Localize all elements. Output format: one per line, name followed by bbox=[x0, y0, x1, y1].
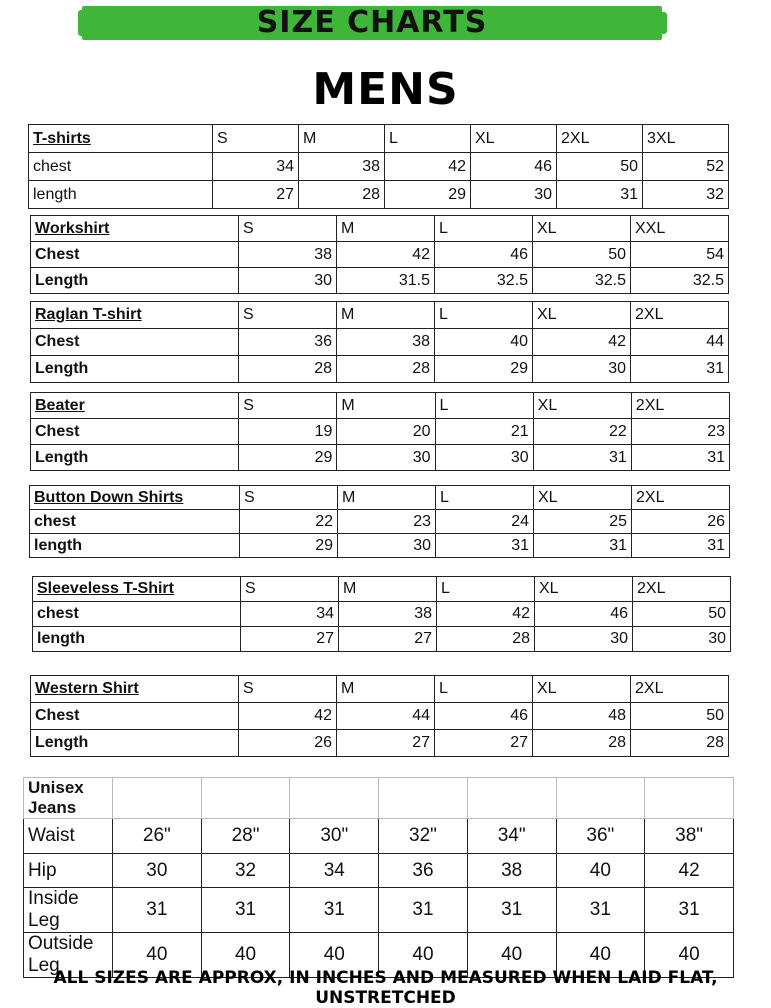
measurement-value: 46 bbox=[471, 153, 557, 181]
size-label: 2XL bbox=[557, 125, 643, 153]
table-header-row bbox=[29, 125, 729, 153]
measurement-value: 31.5 bbox=[337, 268, 435, 294]
measurement-value: 27 bbox=[213, 181, 299, 209]
table-row bbox=[29, 181, 729, 209]
jeans-value: 40 bbox=[556, 854, 645, 888]
measurement-value: 42 bbox=[337, 242, 435, 268]
size-label: XXL bbox=[631, 216, 729, 242]
jeans-value: 40 bbox=[645, 933, 734, 978]
measurement-value: 31 bbox=[533, 445, 631, 471]
measurement-value: 26 bbox=[632, 510, 730, 534]
measurement-value: 31 bbox=[557, 181, 643, 209]
measurement-value: 50 bbox=[557, 153, 643, 181]
size-label: M bbox=[337, 302, 435, 329]
jeans-value: 40 bbox=[556, 933, 645, 978]
table-title: Workshirt bbox=[31, 216, 239, 242]
size-label: L bbox=[435, 393, 533, 419]
size-label: S bbox=[213, 125, 299, 153]
measurement-value: 38 bbox=[239, 242, 337, 268]
size-label: 2XL bbox=[631, 393, 729, 419]
size-label: S bbox=[241, 577, 339, 602]
jeans-value: 40 bbox=[113, 933, 202, 978]
size-table-beater bbox=[30, 392, 730, 471]
measurement-label: length bbox=[33, 627, 241, 652]
measurement-value: 46 bbox=[435, 242, 533, 268]
size-label: L bbox=[385, 125, 471, 153]
measurement-value: 28 bbox=[631, 730, 729, 757]
measurement-value: 50 bbox=[631, 703, 729, 730]
table-header-row bbox=[31, 393, 730, 419]
measurement-value: 27 bbox=[435, 730, 533, 757]
measurement-value: 42 bbox=[437, 602, 535, 627]
measurement-value: 42 bbox=[239, 703, 337, 730]
table-title: Beater bbox=[31, 393, 239, 419]
size-label: M bbox=[339, 577, 437, 602]
measurement-value: 30 bbox=[633, 627, 731, 652]
size-label: S bbox=[239, 676, 337, 703]
measurement-value: 50 bbox=[533, 242, 631, 268]
jeans-value: 34" bbox=[467, 819, 556, 854]
size-label: M bbox=[338, 486, 436, 510]
measurement-label: length bbox=[30, 534, 240, 558]
section-heading-mens: MENS bbox=[312, 64, 459, 115]
jeans-value: 31 bbox=[290, 888, 379, 933]
measurement-value: 34 bbox=[213, 153, 299, 181]
measurement-value: 22 bbox=[533, 419, 631, 445]
measurement-value: 32.5 bbox=[435, 268, 533, 294]
measurement-value: 30 bbox=[535, 627, 633, 652]
size-label: XL bbox=[533, 393, 631, 419]
measurement-value: 32 bbox=[643, 181, 729, 209]
table-header-row bbox=[30, 486, 730, 510]
size-label: 2XL bbox=[631, 302, 729, 329]
jeans-value: 30" bbox=[290, 819, 379, 854]
table-row bbox=[30, 534, 730, 558]
jeans-title: Unisex Jeans bbox=[24, 778, 113, 819]
size-label: XL bbox=[533, 676, 631, 703]
measurement-value: 19 bbox=[239, 419, 337, 445]
jeans-value: 31 bbox=[113, 888, 202, 933]
measurement-value: 23 bbox=[631, 419, 729, 445]
measurement-value: 22 bbox=[240, 510, 338, 534]
size-label: 2XL bbox=[631, 676, 729, 703]
measurement-value: 40 bbox=[435, 329, 533, 356]
measurement-label: length bbox=[29, 181, 213, 209]
measurement-label: chest bbox=[30, 510, 240, 534]
jeans-value: 32" bbox=[379, 819, 468, 854]
size-label: XL bbox=[533, 302, 631, 329]
measurement-value: 46 bbox=[435, 703, 533, 730]
jeans-row bbox=[24, 888, 734, 933]
size-label: M bbox=[337, 393, 435, 419]
jeans-value: 40 bbox=[201, 933, 290, 978]
size-label: L bbox=[436, 486, 534, 510]
jeans-value: 31 bbox=[645, 888, 734, 933]
measurement-label: chest bbox=[29, 153, 213, 181]
jeans-value: 40 bbox=[290, 933, 379, 978]
jeans-value: 31 bbox=[556, 888, 645, 933]
measurement-value: 28 bbox=[299, 181, 385, 209]
jeans-value: 38 bbox=[467, 854, 556, 888]
measurement-value: 36 bbox=[239, 329, 337, 356]
measurement-value: 28 bbox=[239, 356, 337, 383]
unisex-jeans-table bbox=[23, 777, 734, 978]
size-label: 3XL bbox=[643, 125, 729, 153]
jeans-value: 30 bbox=[113, 854, 202, 888]
jeans-measurement-label: Inside Leg bbox=[24, 888, 113, 933]
measurement-value: 29 bbox=[385, 181, 471, 209]
table-row bbox=[31, 242, 729, 268]
measurement-value: 29 bbox=[240, 534, 338, 558]
size-label: L bbox=[435, 302, 533, 329]
size-label: S bbox=[240, 486, 338, 510]
measurement-value: 21 bbox=[435, 419, 533, 445]
size-label: 2XL bbox=[632, 486, 730, 510]
table-header-row bbox=[31, 676, 729, 703]
measurement-value: 38 bbox=[337, 329, 435, 356]
jeans-value: 40 bbox=[379, 933, 468, 978]
table-row bbox=[31, 419, 730, 445]
size-label: M bbox=[337, 216, 435, 242]
measurement-value: 27 bbox=[241, 627, 339, 652]
jeans-value: 38" bbox=[645, 819, 734, 854]
table-header-row bbox=[31, 302, 729, 329]
jeans-measurement-label: Outside Leg bbox=[24, 933, 113, 978]
measurement-value: 28 bbox=[437, 627, 535, 652]
measurement-label: Length bbox=[31, 356, 239, 383]
measurement-label: Chest bbox=[31, 419, 239, 445]
size-label: S bbox=[239, 302, 337, 329]
jeans-value: 42 bbox=[645, 854, 734, 888]
table-header-row bbox=[31, 216, 729, 242]
table-header-row bbox=[33, 577, 731, 602]
size-label: XL bbox=[471, 125, 557, 153]
size-label: XL bbox=[535, 577, 633, 602]
size-label: L bbox=[435, 676, 533, 703]
table-title: Raglan T-shirt bbox=[31, 302, 239, 329]
measurement-value: 30 bbox=[533, 356, 631, 383]
size-label: S bbox=[239, 393, 337, 419]
measurement-value: 20 bbox=[337, 419, 435, 445]
measurement-label: Chest bbox=[31, 329, 239, 356]
measurement-value: 44 bbox=[631, 329, 729, 356]
measurement-value: 23 bbox=[338, 510, 436, 534]
size-label: S bbox=[239, 216, 337, 242]
jeans-value: 31 bbox=[467, 888, 556, 933]
measurement-value: 29 bbox=[435, 356, 533, 383]
measurement-value: 30 bbox=[337, 445, 435, 471]
table-row bbox=[31, 329, 729, 356]
measurement-label: Length bbox=[31, 268, 239, 294]
measurement-value: 54 bbox=[631, 242, 729, 268]
size-table-button-down-shirts bbox=[29, 485, 730, 558]
table-title: T-shirts bbox=[29, 125, 213, 153]
measurement-value: 38 bbox=[299, 153, 385, 181]
measurement-value: 48 bbox=[533, 703, 631, 730]
jeans-value: 34 bbox=[290, 854, 379, 888]
table-row bbox=[31, 356, 729, 383]
jeans-measurement-label: Hip bbox=[24, 854, 113, 888]
measurement-label: Length bbox=[31, 730, 239, 757]
measurement-value: 31 bbox=[534, 534, 632, 558]
size-label: L bbox=[435, 216, 533, 242]
measurement-label: chest bbox=[33, 602, 241, 627]
measurement-value: 30 bbox=[471, 181, 557, 209]
size-label: XL bbox=[534, 486, 632, 510]
jeans-row bbox=[24, 819, 734, 854]
size-label: 2XL bbox=[633, 577, 731, 602]
measurement-value: 31 bbox=[632, 534, 730, 558]
size-table-workshirt bbox=[30, 215, 729, 294]
banner-title: SIZE CHARTS bbox=[256, 5, 488, 40]
measurement-value: 27 bbox=[339, 627, 437, 652]
measurement-value: 32.5 bbox=[631, 268, 729, 294]
measurement-value: 26 bbox=[239, 730, 337, 757]
measurement-value: 30 bbox=[338, 534, 436, 558]
measurement-value: 46 bbox=[535, 602, 633, 627]
measurement-label: Chest bbox=[31, 242, 239, 268]
table-row bbox=[31, 730, 729, 757]
table-row bbox=[33, 602, 731, 627]
measurement-value: 29 bbox=[239, 445, 337, 471]
measurement-label: Length bbox=[31, 445, 239, 471]
disclaimer: ALL SIZES ARE APPROX, IN INCHES AND MEASURED WHEN LAID FLAT, UNSTRETCHED bbox=[53, 968, 718, 1008]
jeans-value: 26" bbox=[113, 819, 202, 854]
table-row bbox=[30, 510, 730, 534]
measurement-value: 50 bbox=[633, 602, 731, 627]
table-title: Sleeveless T-Shirt bbox=[33, 577, 241, 602]
measurement-label: Chest bbox=[31, 703, 239, 730]
jeans-value: 36 bbox=[379, 854, 468, 888]
measurement-value: 30 bbox=[435, 445, 533, 471]
table-row bbox=[31, 268, 729, 294]
measurement-value: 30 bbox=[239, 268, 337, 294]
measurement-value: 42 bbox=[385, 153, 471, 181]
size-charts-banner bbox=[82, 6, 662, 40]
size-table-raglan-t-shirt bbox=[30, 301, 729, 383]
table-row bbox=[31, 703, 729, 730]
table-row bbox=[29, 153, 729, 181]
table-row bbox=[31, 445, 730, 471]
jeans-header-row bbox=[24, 778, 734, 819]
jeans-value: 31 bbox=[379, 888, 468, 933]
measurement-value: 52 bbox=[643, 153, 729, 181]
measurement-value: 28 bbox=[337, 356, 435, 383]
measurement-value: 28 bbox=[533, 730, 631, 757]
jeans-row bbox=[24, 854, 734, 888]
table-title: Western Shirt bbox=[31, 676, 239, 703]
measurement-value: 31 bbox=[436, 534, 534, 558]
measurement-value: 31 bbox=[631, 445, 729, 471]
table-title: Button Down Shirts bbox=[30, 486, 240, 510]
jeans-value: 36" bbox=[556, 819, 645, 854]
measurement-value: 34 bbox=[241, 602, 339, 627]
measurement-value: 32.5 bbox=[533, 268, 631, 294]
measurement-value: 25 bbox=[534, 510, 632, 534]
size-table-sleeveless-t-shirt bbox=[32, 576, 731, 652]
jeans-value: 40 bbox=[467, 933, 556, 978]
table-row bbox=[33, 627, 731, 652]
size-table-western-shirt bbox=[30, 675, 729, 757]
measurement-value: 38 bbox=[339, 602, 437, 627]
size-table-t-shirts bbox=[28, 124, 729, 209]
jeans-value: 32 bbox=[201, 854, 290, 888]
jeans-measurement-label: Waist bbox=[24, 819, 113, 854]
jeans-value: 31 bbox=[201, 888, 290, 933]
measurement-value: 31 bbox=[631, 356, 729, 383]
measurement-value: 42 bbox=[533, 329, 631, 356]
size-label: XL bbox=[533, 216, 631, 242]
size-label: M bbox=[337, 676, 435, 703]
measurement-value: 24 bbox=[436, 510, 534, 534]
jeans-value: 28" bbox=[201, 819, 290, 854]
size-label: M bbox=[299, 125, 385, 153]
measurement-value: 27 bbox=[337, 730, 435, 757]
measurement-value: 44 bbox=[337, 703, 435, 730]
size-label: L bbox=[437, 577, 535, 602]
